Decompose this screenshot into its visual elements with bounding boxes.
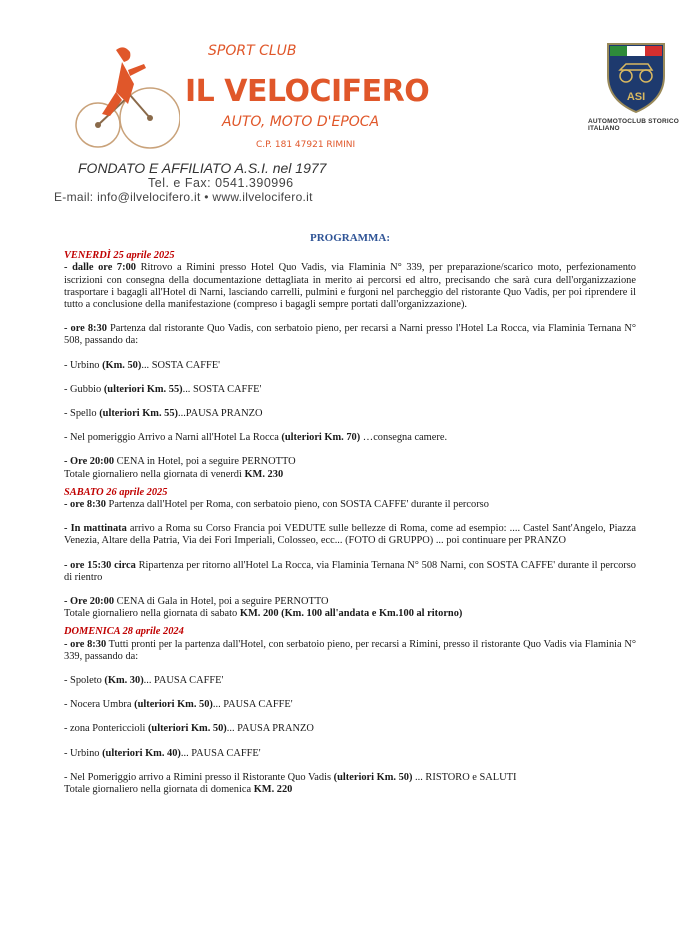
saturday-paragraph-1: - ore 8:30 Partenza dall'Hotel per Roma, con serbatoio pieno, con SOSTA CAFFE' durante il percorso [64, 499, 489, 511]
asi-shield-icon [604, 40, 668, 114]
brand-subtitle: AUTO, MOTO D'EPOCA [222, 114, 380, 130]
friday-stop-3: - Spello (ulteriori Km. 55)...PAUSA PRANZO [64, 408, 263, 420]
friday-total: Totale giornaliero nella giornata di venerdì KM. 230 [64, 468, 284, 480]
saturday-paragraph-2: - In mattinata arrivo a Roma su Corso Francia poi VEDUTE sulle bellezze di Roma, come ad esempio: .... Castel Sant'Angelo, Piazza Venezia, Altare della Patria, Via dei Fori Imperiali, Colosseo, ecc... (FOTO di GRUPPO) ... poi continuare per PRANZO [64, 523, 636, 547]
saturday-paragraph-3: - ore 15:30 circa Ripartenza per ritorno all'Hotel La Rocca, via Flaminia Ternana N° 508 Narni, con SOSTA CAFFE' durante il percorso di rientro [64, 559, 636, 583]
sunday-stop-2: - Nocera Umbra (ulteriori Km. 50)... PAUSA CAFFE' [64, 699, 293, 711]
friday-stop-2: - Gubbio (ulteriori Km. 55)... SOSTA CAFFE' [64, 383, 262, 395]
founded-text: FONDATO E AFFILIATO A.S.I. nel 1977 [78, 160, 327, 176]
day-heading-friday: VENERDÌ 25 aprile 2025 [64, 250, 175, 262]
sunday-stop-5: - Nel Pomeriggio arrivo a Rimini presso il Ristorante Quo Vadis (ulteriori Km. 50) ... RISTORO e SALUTI [64, 771, 517, 783]
day-heading-saturday: SABATO 26 aprile 2025 [64, 486, 168, 498]
day-heading-sunday: DOMENICA 28 aprile 2024 [64, 626, 184, 638]
sunday-total: Totale giornaliero nella giornata di domenica KM. 220 [64, 784, 293, 796]
asi-caption: AUTOMOTOCLUB STORICO ITALIANO [588, 118, 680, 132]
phone-text: Tel. e Fax: 0541.390996 [148, 176, 294, 190]
sunday-paragraph-1: - ore 8:30 Tutti pronti per la partenza dall'Hotel, con serbatoio pieno, per recarsi a Rimini, presso il ristorante Quo Vadis via Flaminia N° 339, passando da: [64, 638, 637, 662]
friday-paragraph-2: - ore 8:30 Partenza dal ristorante Quo Vadis, con serbatoio pieno, per recarsi a Narni presso l'Hotel La Rocca, via Flaminia Ternana N° 508, passando da: [64, 323, 636, 347]
friday-dinner: - Ore 20:00 CENA in Hotel, poi a seguire PERNOTTO [64, 456, 296, 468]
friday-stop-1: - Urbino (Km. 50)... SOSTA CAFFE' [64, 359, 221, 371]
saturday-dinner: - Ore 20:00 CENA di Gala in Hotel, poi a seguire PERNOTTO [64, 596, 329, 608]
friday-paragraph-1: - dalle ore 7:00 Ritrovo a Rimini presso Hotel Quo Vadis, via Flaminia N° 339, per preparazione/scarico moto, perfezionamento iscrizioni con consegna della documentazione dettagliata in merito ai percorsi ed altro, precisando che sarà cura dell'organizzazione trasportare i bagagli all'Hotel di Narni, lasciando carrelli, pulmini e furgoni nel parcheggio del ristorante Quo Vadis, per poi riprendere il tutto a conclusione della manifestazione (compreso i bagagli sempre portati dall'organizzazione). [64, 262, 637, 311]
letterhead [0, 0, 700, 215]
brand-club-name: IL VELOCIFERO [185, 74, 430, 109]
brand-sport-club: SPORT CLUB [208, 43, 297, 59]
brand-postal: C.P. 181 47921 RIMINI [256, 140, 356, 150]
bicycle-rider-logo-icon [70, 40, 180, 160]
sunday-stop-4: - Urbino (ulteriori Km. 40)... PAUSA CAFFE' [64, 747, 261, 759]
sunday-stop-3: - zona Pontericcioli (ulteriori Km. 50)... PAUSA PRANZO [64, 723, 314, 735]
contact-text: E-mail: info@ilvelocifero.it • www.ilvelocifero.it [54, 190, 313, 204]
program-title: PROGRAMMA: [309, 232, 391, 244]
asi-letters: ASI [626, 91, 646, 103]
sunday-stop-1: - Spoleto (Km. 30)... PAUSA CAFFE' [64, 675, 224, 687]
friday-stop-4: - Nel pomeriggio Arrivo a Narni all'Hotel La Rocca (ulteriori Km. 70) …consegna camere. [64, 432, 448, 444]
saturday-total: Totale giornaliero nella giornata di sabato KM. 200 (Km. 100 all'andata e Km.100 al ritorno) [64, 608, 463, 620]
program-body [64, 232, 636, 796]
